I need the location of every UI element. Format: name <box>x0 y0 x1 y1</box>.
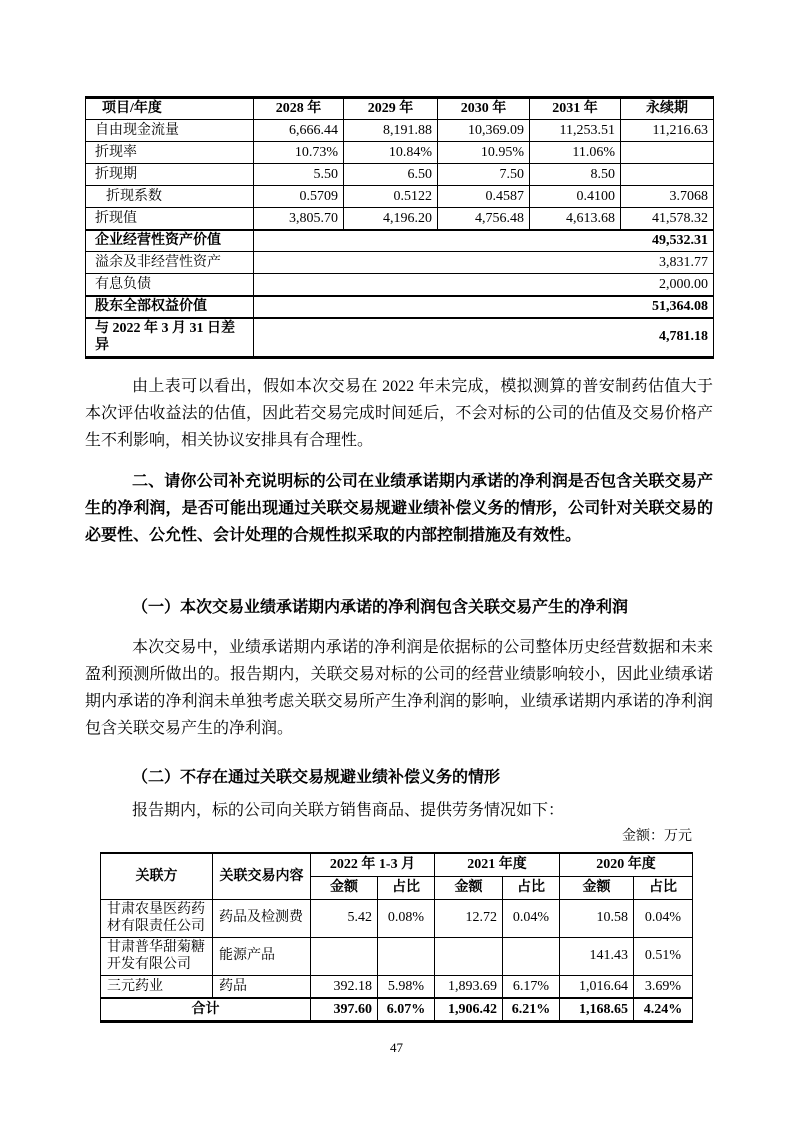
table-row-free-cash-flow <box>86 120 714 142</box>
table-cell: 1,168.65 <box>560 998 634 1021</box>
table-cell: 0.4587 <box>438 186 530 208</box>
table-cell: 8,191.88 <box>344 120 438 142</box>
related-party-table-container <box>100 852 692 1023</box>
party-name: 甘肃普华甜菊糖开发有限公司 <box>101 937 213 975</box>
summary-value: 4,781.18 <box>254 318 714 358</box>
table-cell: 0.4100 <box>530 186 621 208</box>
related-row-sanyuan <box>101 975 693 998</box>
table-cell: 3.69% <box>634 975 693 998</box>
paragraph-conclusion: 由上表可以看出，假如本次交易在 2022 年未完成，模拟测算的普安制药估值大于本次评估收益法的估值，因此若交易完成时间延后，不会对标的公司的估值及交易价格产生不利影响，相关协议安排具有合理性。 <box>85 378 713 449</box>
table-cell: 0.51% <box>634 937 693 975</box>
table-cell: 4,756.48 <box>438 208 530 230</box>
table-cell: 5.50 <box>254 164 344 186</box>
related-header-group-row <box>101 853 693 876</box>
row-label: 折现值 <box>86 208 254 230</box>
column-header-ratio: 占比 <box>503 876 560 899</box>
table-cell <box>621 164 714 186</box>
column-header-2020: 2020 年度 <box>560 853 693 876</box>
summary-row-operating-assets <box>86 230 714 252</box>
table-cell: 1,016.64 <box>560 975 634 998</box>
table-cell: 6.50 <box>344 164 438 186</box>
table-cell: 7.50 <box>438 164 530 186</box>
column-header-perpetual: 永续期 <box>621 98 714 120</box>
row-label: 自由现金流量 <box>86 120 254 142</box>
table-row-discount-period <box>86 164 714 186</box>
table-cell: 10.58 <box>560 899 634 937</box>
table-cell: 3.7068 <box>621 186 714 208</box>
column-header-amount: 金额 <box>311 876 378 899</box>
valuation-header-row <box>86 98 714 120</box>
table-cell: 6.17% <box>503 975 560 998</box>
page-number: 47 <box>390 1040 403 1055</box>
column-header-2021: 2021 年度 <box>435 853 560 876</box>
table-cell: 10,369.09 <box>438 120 530 142</box>
column-header-amount: 金额 <box>560 876 634 899</box>
summary-value: 49,532.31 <box>254 230 714 252</box>
row-label: 折现率 <box>86 142 254 164</box>
table-row-discount-rate <box>86 142 714 164</box>
table-cell: 141.43 <box>560 937 634 975</box>
table-cell: 4.24% <box>634 998 693 1021</box>
table-cell: 10.95% <box>438 142 530 164</box>
valuation-table <box>85 96 714 359</box>
table-cell: 6.21% <box>503 998 560 1021</box>
table-cell <box>621 142 714 164</box>
related-total-row <box>101 998 693 1021</box>
column-header-ratio: 占比 <box>634 876 693 899</box>
related-party-table <box>100 852 693 1023</box>
table-cell <box>503 937 560 975</box>
party-name: 三元药业 <box>101 975 213 998</box>
table-cell: 6.07% <box>378 998 435 1021</box>
party-name: 甘肃农垦医药药材有限责任公司 <box>101 899 213 937</box>
row-label: 折现系数 <box>86 186 254 208</box>
table-cell: 6,666.44 <box>254 120 344 142</box>
table-cell: 1,893.69 <box>435 975 503 998</box>
summary-row-difference <box>86 318 714 358</box>
summary-value: 51,364.08 <box>254 296 714 318</box>
table-cell: 3,805.70 <box>254 208 344 230</box>
column-header-content: 关联交易内容 <box>213 853 311 899</box>
column-header-ratio: 占比 <box>378 876 435 899</box>
column-header-2029: 2029 年 <box>344 98 438 120</box>
row-label: 企业经营性资产价值 <box>86 230 254 252</box>
table-cell: 392.18 <box>311 975 378 998</box>
transaction-content: 药品 <box>213 975 311 998</box>
row-label: 股东全部权益价值 <box>86 296 254 318</box>
table-cell: 0.04% <box>634 899 693 937</box>
table-cell: 0.08% <box>378 899 435 937</box>
table-cell: 41,578.32 <box>621 208 714 230</box>
table-cell <box>378 937 435 975</box>
paragraph-commitment: 本次交易中，业绩承诺期内承诺的净利润是依据标的公司整体历史经营数据和未来盈利预测所做出的。报告期内，关联交易对标的公司的经营业绩影响较小，因此业绩承诺期内承诺的净利润未单独考虑关联交易所产生净利润的影响，业绩承诺期内承诺的净利润包含关联交易产生的净利润。 <box>85 639 713 737</box>
table-cell: 5.42 <box>311 899 378 937</box>
row-label: 有息负债 <box>86 274 254 296</box>
table-row-discounted-value <box>86 208 714 230</box>
table-cell <box>311 937 378 975</box>
table-unit-note: 金额：万元 <box>622 829 692 844</box>
subsection-heading-2-1: （一）本次交易业绩承诺期内承诺的净利润包含关联交易产生的净利润 <box>132 599 629 616</box>
row-label: 折现期 <box>86 164 254 186</box>
transaction-content: 药品及检测费 <box>213 899 311 937</box>
section-heading-2: 二、请你公司补充说明标的公司在业绩承诺期内承诺的净利润是否包含关联交易产生的净利润，是否可能出现通过关联交易规避业绩补偿义务的情形，公司针对关联交易的必要性、公允性、会计处理的合规性拟采取的内部控制措施及有效性。 <box>85 473 713 544</box>
summary-value: 2,000.00 <box>254 274 714 296</box>
summary-row-interest-debt <box>86 274 714 296</box>
table-cell: 1,906.42 <box>435 998 503 1021</box>
table-cell: 397.60 <box>311 998 378 1021</box>
summary-row-equity-value <box>86 296 714 318</box>
row-label: 与 2022 年 3 月 31 日差异 <box>86 318 254 358</box>
table-cell: 10.73% <box>254 142 344 164</box>
column-header-amount: 金额 <box>435 876 503 899</box>
table-cell: 4,613.68 <box>530 208 621 230</box>
table-row-discount-factor <box>86 186 714 208</box>
column-header-2028: 2028 年 <box>254 98 344 120</box>
column-header-2022: 2022 年 1-3 月 <box>311 853 435 876</box>
table-cell: 11,216.63 <box>621 120 714 142</box>
column-header-party: 关联方 <box>101 853 213 899</box>
table-cell: 11.06% <box>530 142 621 164</box>
table-cell: 8.50 <box>530 164 621 186</box>
table-cell: 4,196.20 <box>344 208 438 230</box>
table-cell: 10.84% <box>344 142 438 164</box>
table-cell: 11,253.51 <box>530 120 621 142</box>
related-row-gansu-nongken <box>101 899 693 937</box>
row-label: 溢余及非经营性资产 <box>86 252 254 274</box>
column-header-item: 项目/年度 <box>86 98 254 120</box>
table-cell: 12.72 <box>435 899 503 937</box>
transaction-content: 能源产品 <box>213 937 311 975</box>
summary-value: 3,831.77 <box>254 252 714 274</box>
column-header-2030: 2030 年 <box>438 98 530 120</box>
summary-row-surplus-assets <box>86 252 714 274</box>
subsection-heading-2-2: （二）不存在通过关联交易规避业绩补偿义务的情形 <box>132 769 501 786</box>
valuation-table-container <box>85 96 713 359</box>
paragraph-report-intro: 报告期内，标的公司向关联方销售商品、提供劳务情况如下： <box>132 802 565 819</box>
table-cell: 0.04% <box>503 899 560 937</box>
table-cell: 0.5709 <box>254 186 344 208</box>
table-cell: 0.5122 <box>344 186 438 208</box>
column-header-2031: 2031 年 <box>530 98 621 120</box>
total-label: 合计 <box>101 998 311 1021</box>
table-cell <box>435 937 503 975</box>
related-row-gansu-puhua <box>101 937 693 975</box>
table-cell: 5.98% <box>378 975 435 998</box>
